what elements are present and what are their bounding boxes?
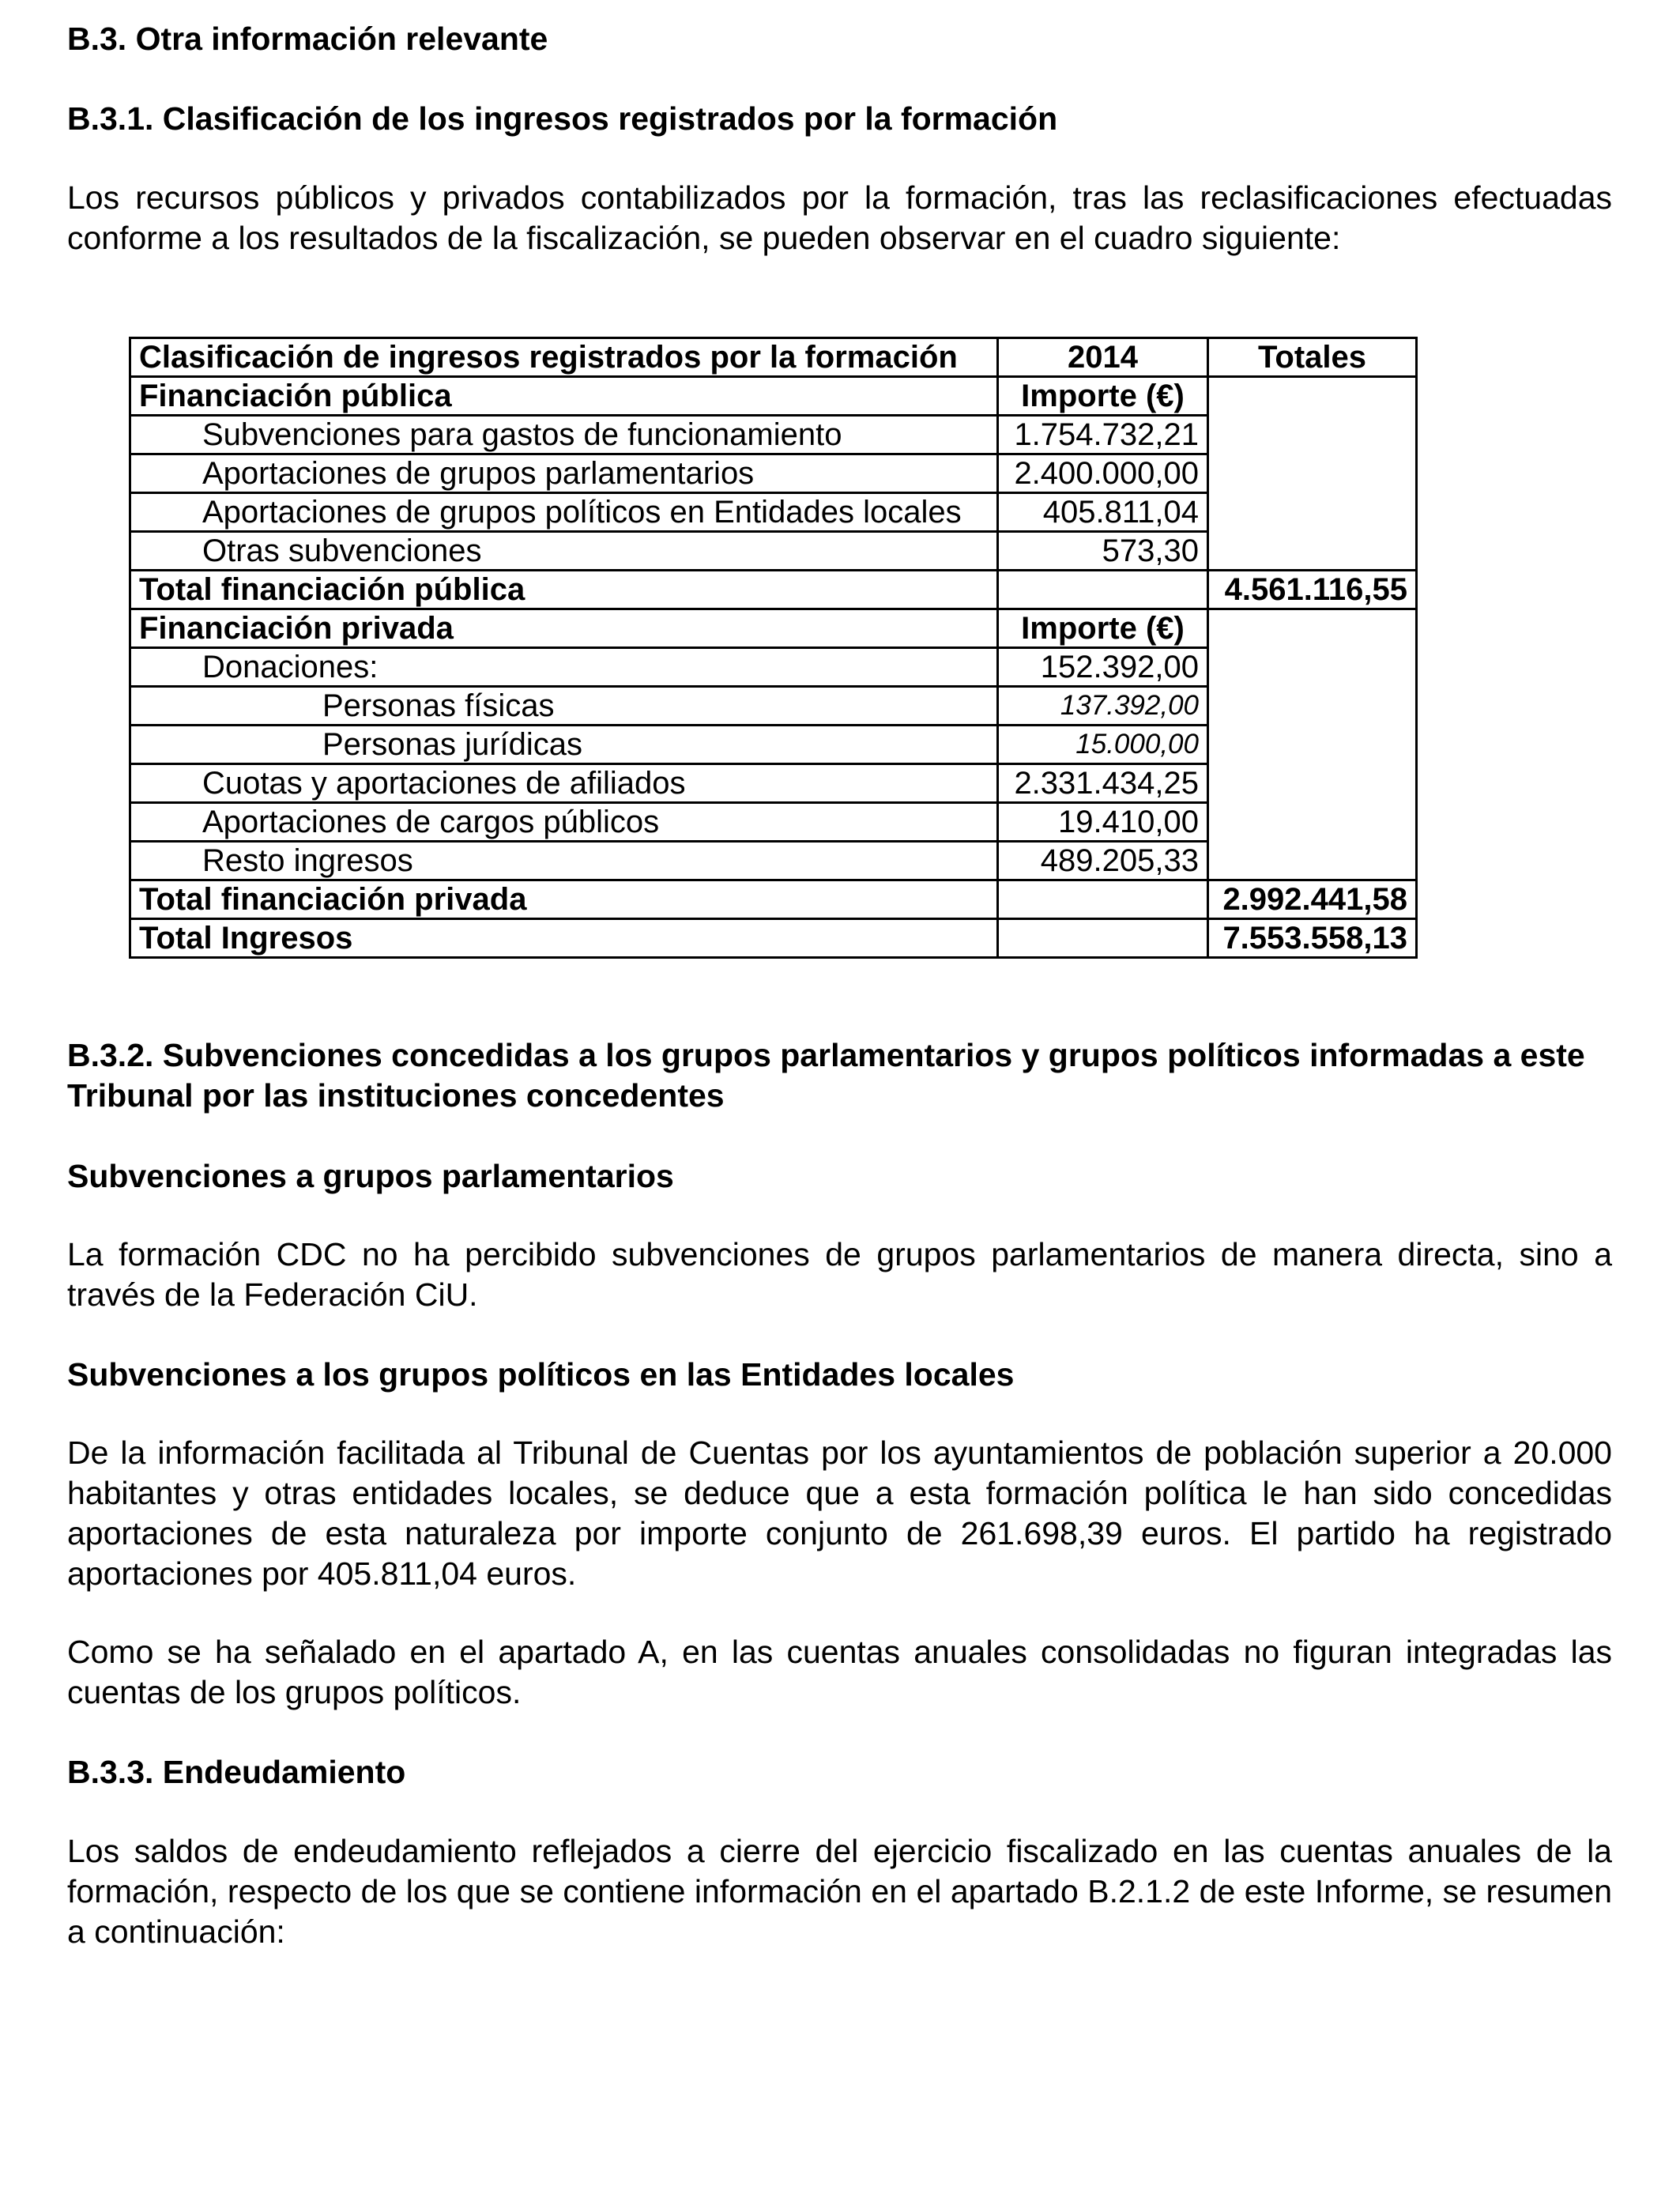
total-ingresos-value: 7.553.558,13 [1208,919,1417,958]
row-value: 1.754.732,21 [998,416,1208,454]
total-publica-label: Total financiación pública [130,571,998,609]
empty-cell [998,571,1208,609]
sub-local-text-1: De la información facilitada al Tribunal de Cuentas por los ayuntamientos de población superior a 20.000 habitantes y otras entidades locales, se deduce que a esta formación política le han sido concedidas aportaciones de esta naturaleza por importe conjunto de 261.698,39 euros. El partido ha registrado aportaciones por 405.811,04 euros. [67,1434,1612,1592]
header-year: 2014 [998,338,1208,377]
row-label: Resto ingresos [130,842,998,880]
row-value: 19.410,00 [998,803,1208,842]
section-b3-title: B.3. Otra información relevante [67,21,548,57]
total-publica-value: 4.561.116,55 [1208,571,1417,609]
row-value: 405.811,04 [998,493,1208,532]
row-value: 573,30 [998,532,1208,571]
row-value: 2.400.000,00 [998,454,1208,493]
empty-cell [998,880,1208,919]
table-row-total [130,880,1417,919]
section-b31-title: B.3.1. Clasificación de los ingresos registrados por la formación [67,100,1058,137]
total-ingresos-label: Total Ingresos [130,919,998,958]
table-row-total [130,919,1417,958]
table-header-row [130,338,1417,377]
row-label: Otras subvenciones [130,532,998,571]
row-value: 137.392,00 [998,687,1208,726]
sub-local-title: Subvenciones a los grupos políticos en las Entidades locales [67,1356,1015,1393]
empty-cell [998,919,1208,958]
importe-label: Importe (€) [998,377,1208,416]
row-value: 2.331.434,25 [998,764,1208,803]
row-label: Aportaciones de grupos políticos en Entidades locales [130,493,998,532]
sub-local-text-2: Como se ha señalado en el apartado A, en las cuentas anuales consolidadas no figuran integradas las cuentas de los grupos políticos. [67,1634,1612,1710]
row-label: Aportaciones de grupos parlamentarios [130,454,998,493]
section-b31-intro: Los recursos públicos y privados contabilizados por la formación, tras las reclasificaciones efectuadas conforme a los resultados de la fiscalización, se pueden observar en el cuadro siguiente: [67,179,1612,256]
table-row [130,377,1417,416]
importe-label: Importe (€) [998,609,1208,648]
sub-parl-text: La formación CDC no ha percibido subvenciones de grupos parlamentarios de manera directa, sino a través de la Federación CiU. [67,1236,1612,1313]
section-b33-text: Los saldos de endeudamiento reflejados a cierre del ejercicio fiscalizado en las cuentas anuales de la formación, respecto de los que se contiene información en el apartado B.2.1.2 de este Informe, se resumen a continuación: [67,1833,1612,1950]
publica-label: Financiación pública [130,377,998,416]
row-label: Subvenciones para gastos de funcionamiento [130,416,998,454]
header-totales: Totales [1208,338,1417,377]
row-label: Donaciones: [130,648,998,687]
row-value: 489.205,33 [998,842,1208,880]
section-b33-title: B.3.3. Endeudamiento [67,1754,406,1790]
section-b32-title: B.3.2. Subvenciones concedidas a los grupos parlamentarios y grupos políticos informadas a este Tribunal por las instituciones concedentes [67,1037,1585,1114]
table-row [130,609,1417,648]
sub-parl-title: Subvenciones a grupos parlamentarios [67,1158,674,1194]
income-classification-table [129,337,1418,959]
table-row-total [130,571,1417,609]
row-value: 15.000,00 [998,726,1208,764]
row-label: Personas físicas [130,687,998,726]
row-value: 152.392,00 [998,648,1208,687]
totales-blank-cell [1208,609,1417,880]
privada-label: Financiación privada [130,609,998,648]
header-classification: Clasificación de ingresos registrados por la formación [130,338,998,377]
row-label: Aportaciones de cargos públicos [130,803,998,842]
total-privada-value: 2.992.441,58 [1208,880,1417,919]
row-label: Personas jurídicas [130,726,998,764]
row-label: Cuotas y aportaciones de afiliados [130,764,998,803]
total-privada-label: Total financiación privada [130,880,998,919]
totales-blank-cell [1208,377,1417,571]
